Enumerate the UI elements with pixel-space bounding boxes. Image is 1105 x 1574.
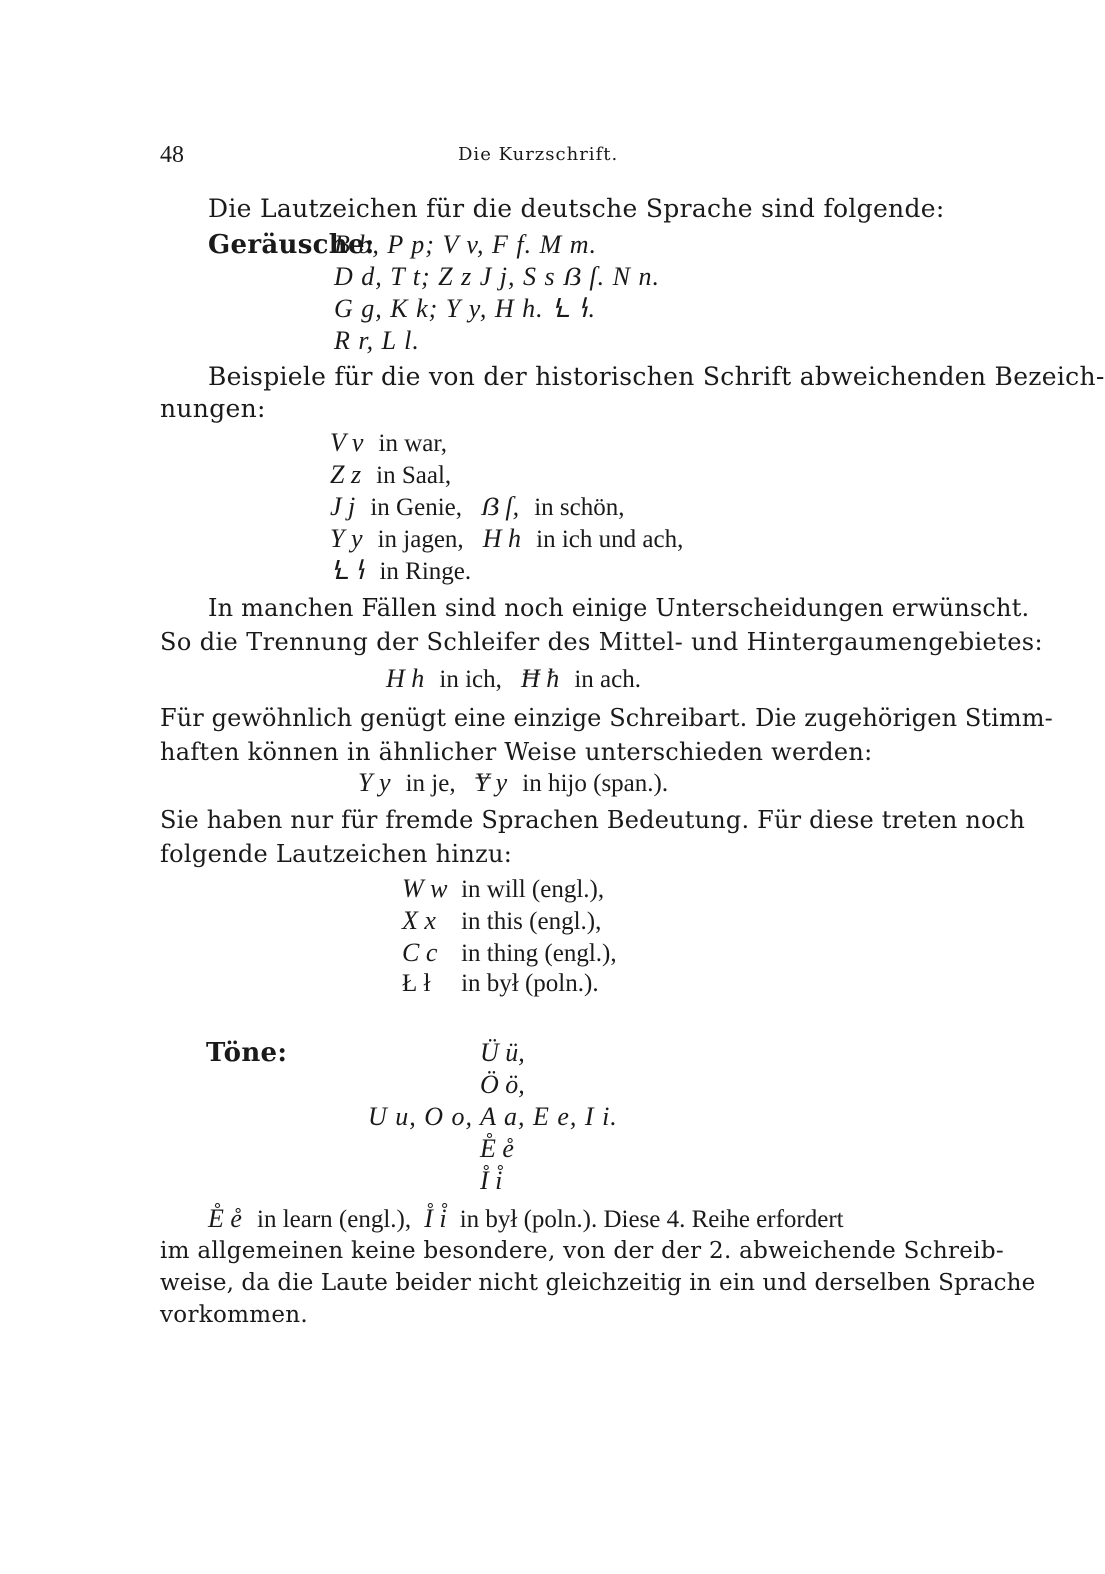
fremd-item <box>402 938 617 968</box>
toene-row: Ö ö, <box>480 1070 525 1099</box>
beispiel-text: in war, <box>378 430 447 457</box>
closing-line: vorkommen. <box>160 1302 308 1328</box>
closing-glyph: E̊ e̊ <box>208 1204 242 1233</box>
beispiel-item <box>330 492 624 522</box>
fremd-glyph: X x <box>402 906 436 935</box>
paragraph-line: Sie haben nur für fremde Sprachen Bedeutung. Für diese treten noch <box>160 806 1026 834</box>
beispiel-text: in Ringe. <box>379 558 472 585</box>
beispiel-glyph: Ꝇ ꝇ <box>330 556 365 585</box>
closing-line: weise, da die Laute beider nicht gleichzeitig in ein und derselben Sprache <box>160 1270 1036 1296</box>
example-text: in ach. <box>574 666 641 693</box>
beispiel-item <box>330 428 447 458</box>
beispiel-item <box>330 524 683 554</box>
toene-label: Töne: <box>206 1038 288 1068</box>
paragraph-line: Für gewöhnlich genügt eine einzige Schreibart. Die zugehörigen Stimm- <box>160 704 1053 732</box>
paragraph-line: In manchen Fällen sind noch einige Unterscheidungen erwünscht. <box>208 594 1030 622</box>
geraeusche-row-2: D d, T t; Z z J j, S s ẞ ſ. N n. <box>334 262 660 291</box>
fremd-glyph: Ł ł <box>402 970 431 997</box>
fremd-glyph: C c <box>402 938 438 967</box>
paragraph-line: folgende Lautzeichen hinzu: <box>160 840 513 868</box>
beispiele-line-2: nungen: <box>160 394 266 423</box>
example-text: in hijo (span.). <box>522 770 669 797</box>
fremd-text: in will (engl.), <box>461 876 605 903</box>
paragraph-line: So die Trennung der Schleifer des Mittel- und Hintergaumengebietes: <box>160 628 1044 656</box>
beispiel-text: in Genie, <box>370 494 462 521</box>
example-glyph: Ɏ y <box>474 768 508 797</box>
page-number: 48 <box>160 142 184 168</box>
beispiel-item <box>330 460 451 490</box>
fremd-item <box>402 874 604 904</box>
fremd-text: in thing (engl.), <box>461 940 617 967</box>
closing-line: im allgemeinen keine besondere, von der der 2. abweichende Schreib- <box>160 1238 1004 1264</box>
fremd-glyph: W w <box>402 874 448 903</box>
fremd-text: in był (poln.). <box>461 970 599 997</box>
beispiel-item <box>330 556 471 586</box>
toene-row: I̊ i̊ <box>480 1166 503 1195</box>
beispiel-text: in jagen, <box>377 526 464 553</box>
beispiel-glyph: Y y <box>330 524 363 553</box>
toene-row: U u, O o, A a, E e, I i. <box>368 1102 618 1131</box>
beispiel-glyph: H h <box>482 524 522 553</box>
fremd-item <box>402 906 601 936</box>
geraeusche-row-4: R r, L l. <box>334 326 420 355</box>
example-glyph: Ħ ħ <box>520 664 560 693</box>
intro-line: Die Lautzeichen für die deutsche Sprache sind folgende: <box>208 194 945 223</box>
geraeusche-row-1: B b, P p; V v, F f. M m. <box>334 230 598 259</box>
geraeusche-row-3: G g, K k; Y y, H h. Ꝇ ꝇ. <box>334 294 597 323</box>
example-text: in ich, <box>439 666 502 693</box>
example-line <box>358 768 668 798</box>
closing-text: in był (poln.). Diese 4. Reihe erfordert <box>459 1206 844 1233</box>
beispiel-glyph: V v <box>330 428 364 457</box>
example-line <box>386 664 641 694</box>
closing-line-1 <box>208 1204 844 1234</box>
example-text: in je, <box>405 770 456 797</box>
beispiel-glyph: J j <box>330 492 356 521</box>
beispiel-glyph: ẞ ſ, <box>481 492 520 521</box>
fremd-item <box>402 970 599 998</box>
running-title: Die Kurzschrift. <box>458 144 619 165</box>
closing-glyph: I̊ i̊ <box>424 1204 447 1233</box>
example-glyph: Y y <box>358 768 391 797</box>
beispiel-glyph: Z z <box>330 460 362 489</box>
fremd-text: in this (engl.), <box>461 908 602 935</box>
closing-text: in learn (engl.), <box>257 1206 412 1233</box>
example-glyph: H h <box>386 664 425 693</box>
beispiele-line-1: Beispiele für die von der historischen Schrift abweichenden Bezeich- <box>208 362 1105 391</box>
paragraph-line: haften können in ähnlicher Weise unterschieden werden: <box>160 738 873 766</box>
toene-row: Ü ü, <box>480 1038 525 1067</box>
beispiel-text: in schön, <box>534 494 625 521</box>
beispiel-text: in ich und ach, <box>536 526 684 553</box>
toene-row: E̊ e̊ <box>480 1134 514 1163</box>
geraeusche-label: Geräusche: <box>208 230 375 260</box>
beispiel-text: in Saal, <box>376 462 452 489</box>
